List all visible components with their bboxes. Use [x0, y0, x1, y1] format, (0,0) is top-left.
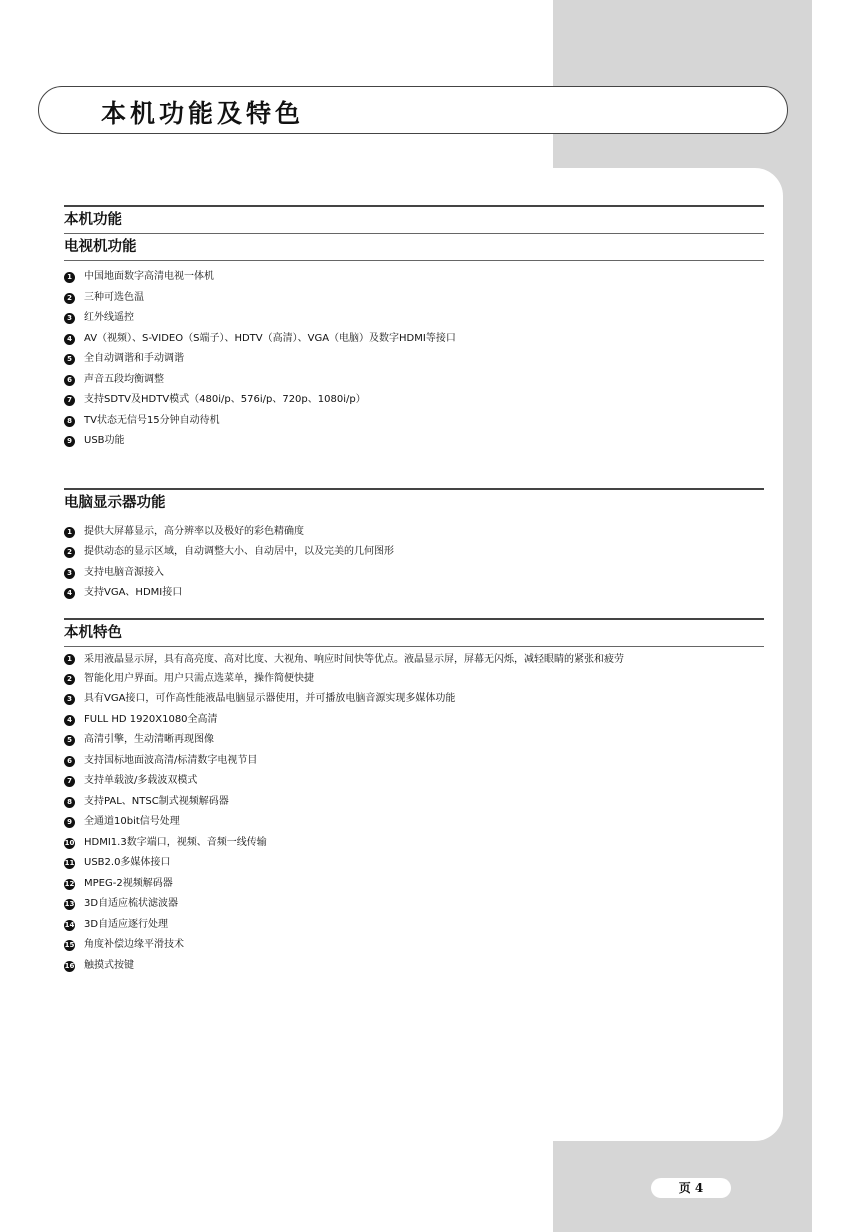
number-badge-icon: 2 [64, 547, 75, 558]
number-badge-icon: 8 [64, 797, 75, 808]
list-item: 9 全通道10bit信号处理 [64, 812, 764, 833]
list-item: 4 FULL HD 1920X1080全高清 [64, 710, 764, 731]
list-item: 11 USB2.0多媒体接口 [64, 857, 171, 868]
list-item: 1 提供大屏幕显示，高分辨率以及极好的彩色精确度 [64, 522, 764, 543]
list-item: 1 采用液晶显示屏，具有高亮度、高对比度、大视角、响应时间快等优点。液晶显示屏，屏幕无闪烁，减轻眼睛的紧张和疲劳 [64, 653, 764, 666]
list-item: 4 支持VGA、HDMI接口 [64, 583, 764, 604]
pc-feature-list [64, 522, 764, 604]
list-item: 6 支持国标地面波高清/标清数字电视节目 [64, 751, 764, 772]
list-item: 1 中国地面数字高清电视一体机 [64, 267, 764, 288]
number-badge-icon: 11 [64, 859, 75, 867]
list-item: 3 红外线遥控 [64, 308, 764, 329]
number-badge-icon: 7 [64, 776, 75, 787]
number-badge-icon: 10 [64, 838, 75, 847]
list-item: 9 USB功能 [64, 431, 764, 452]
list-item: 15 角度补偿边缘平滑技术 [64, 939, 184, 950]
list-item: 2 三种可选色温 [64, 288, 764, 309]
list-item: 7 支持单载波/多载波双模式 [64, 771, 764, 792]
number-badge-icon: 9 [64, 436, 75, 447]
divider [64, 646, 764, 647]
list-item: 6 声音五段均衡调整 [64, 370, 764, 391]
number-badge-icon: 14 [64, 920, 75, 929]
number-badge-icon: 5 [64, 735, 75, 746]
number-badge-icon: 1 [64, 527, 75, 538]
list-item: 13 3D自适应梳状滤波器 [64, 898, 179, 909]
number-badge-icon: 6 [64, 756, 75, 767]
number-badge-icon: 4 [64, 588, 75, 599]
number-badge-icon: 8 [64, 416, 75, 427]
number-badge-icon: 2 [64, 674, 75, 685]
number-badge-icon: 16 [64, 961, 75, 970]
list-item: 5 高清引擎，生动清晰再现图像 [64, 730, 764, 751]
number-badge-icon: 12 [64, 879, 75, 888]
section-heading-pc: 电脑显示器功能 [64, 494, 166, 511]
list-item: 8 支持PAL、NTSC制式视频解码器 [64, 792, 764, 813]
number-badge-icon: 4 [64, 715, 75, 726]
number-badge-icon: 15 [64, 941, 75, 949]
tv-feature-list [64, 267, 764, 452]
list-item: 4 AV（视频）、S-VIDEO（S端子）、HDTV（高清）、VGA（电脑）及数字HDMI等接口 [64, 329, 764, 350]
number-badge-icon: 1 [64, 654, 75, 665]
list-item: 7 支持SDTV及HDTV模式（480i/p、576i/p、720p、1080i/p） [64, 390, 764, 411]
list-item: 16 触摸式按键 [64, 959, 134, 971]
list-item: 12 MPEG-2视频解码器 [64, 877, 173, 889]
section-heading-main: 本机功能 [64, 212, 122, 228]
divider [64, 260, 764, 261]
content-area [64, 205, 764, 990]
section-heading-tv: 电视机功能 [64, 239, 137, 255]
list-item: 5 全自动调谐和手动调谐 [64, 349, 764, 370]
number-badge-icon: 3 [64, 568, 75, 579]
number-badge-icon: 7 [64, 395, 75, 406]
number-badge-icon: 2 [64, 293, 75, 304]
page-number: 页 4 [651, 1178, 731, 1198]
title-banner [38, 86, 788, 134]
page-title: 本机功能及特色 [101, 99, 305, 128]
number-badge-icon: 9 [64, 817, 75, 828]
list-item: 2 提供动态的显示区域，自动调整大小、自动居中，以及完美的几何图形 [64, 542, 764, 563]
number-badge-icon: 3 [64, 313, 75, 324]
feature-list [64, 653, 764, 977]
number-badge-icon: 13 [64, 900, 75, 908]
list-item: 10 HDMI1.3数字端口，视频、音频一线传输 [64, 836, 267, 848]
list-item: 2 智能化用户界面。用户只需点选菜单，操作简便快捷 [64, 669, 764, 690]
number-badge-icon: 1 [64, 272, 75, 283]
number-badge-icon: 4 [64, 334, 75, 345]
list-item: 14 3D自适应逐行处理 [64, 918, 169, 930]
number-badge-icon: 5 [64, 354, 75, 365]
number-badge-icon: 3 [64, 694, 75, 705]
number-badge-icon: 6 [64, 375, 75, 386]
list-item: 8 TV状态无信号15分钟自动待机 [64, 411, 764, 432]
list-item: 3 支持电脑音源接入 [64, 563, 764, 584]
section-heading-features: 本机特色 [64, 624, 122, 641]
list-item: 3 具有VGA接口，可作高性能液晶电脑显示器使用，并可播放电脑音源实现多媒体功能 [64, 689, 764, 710]
